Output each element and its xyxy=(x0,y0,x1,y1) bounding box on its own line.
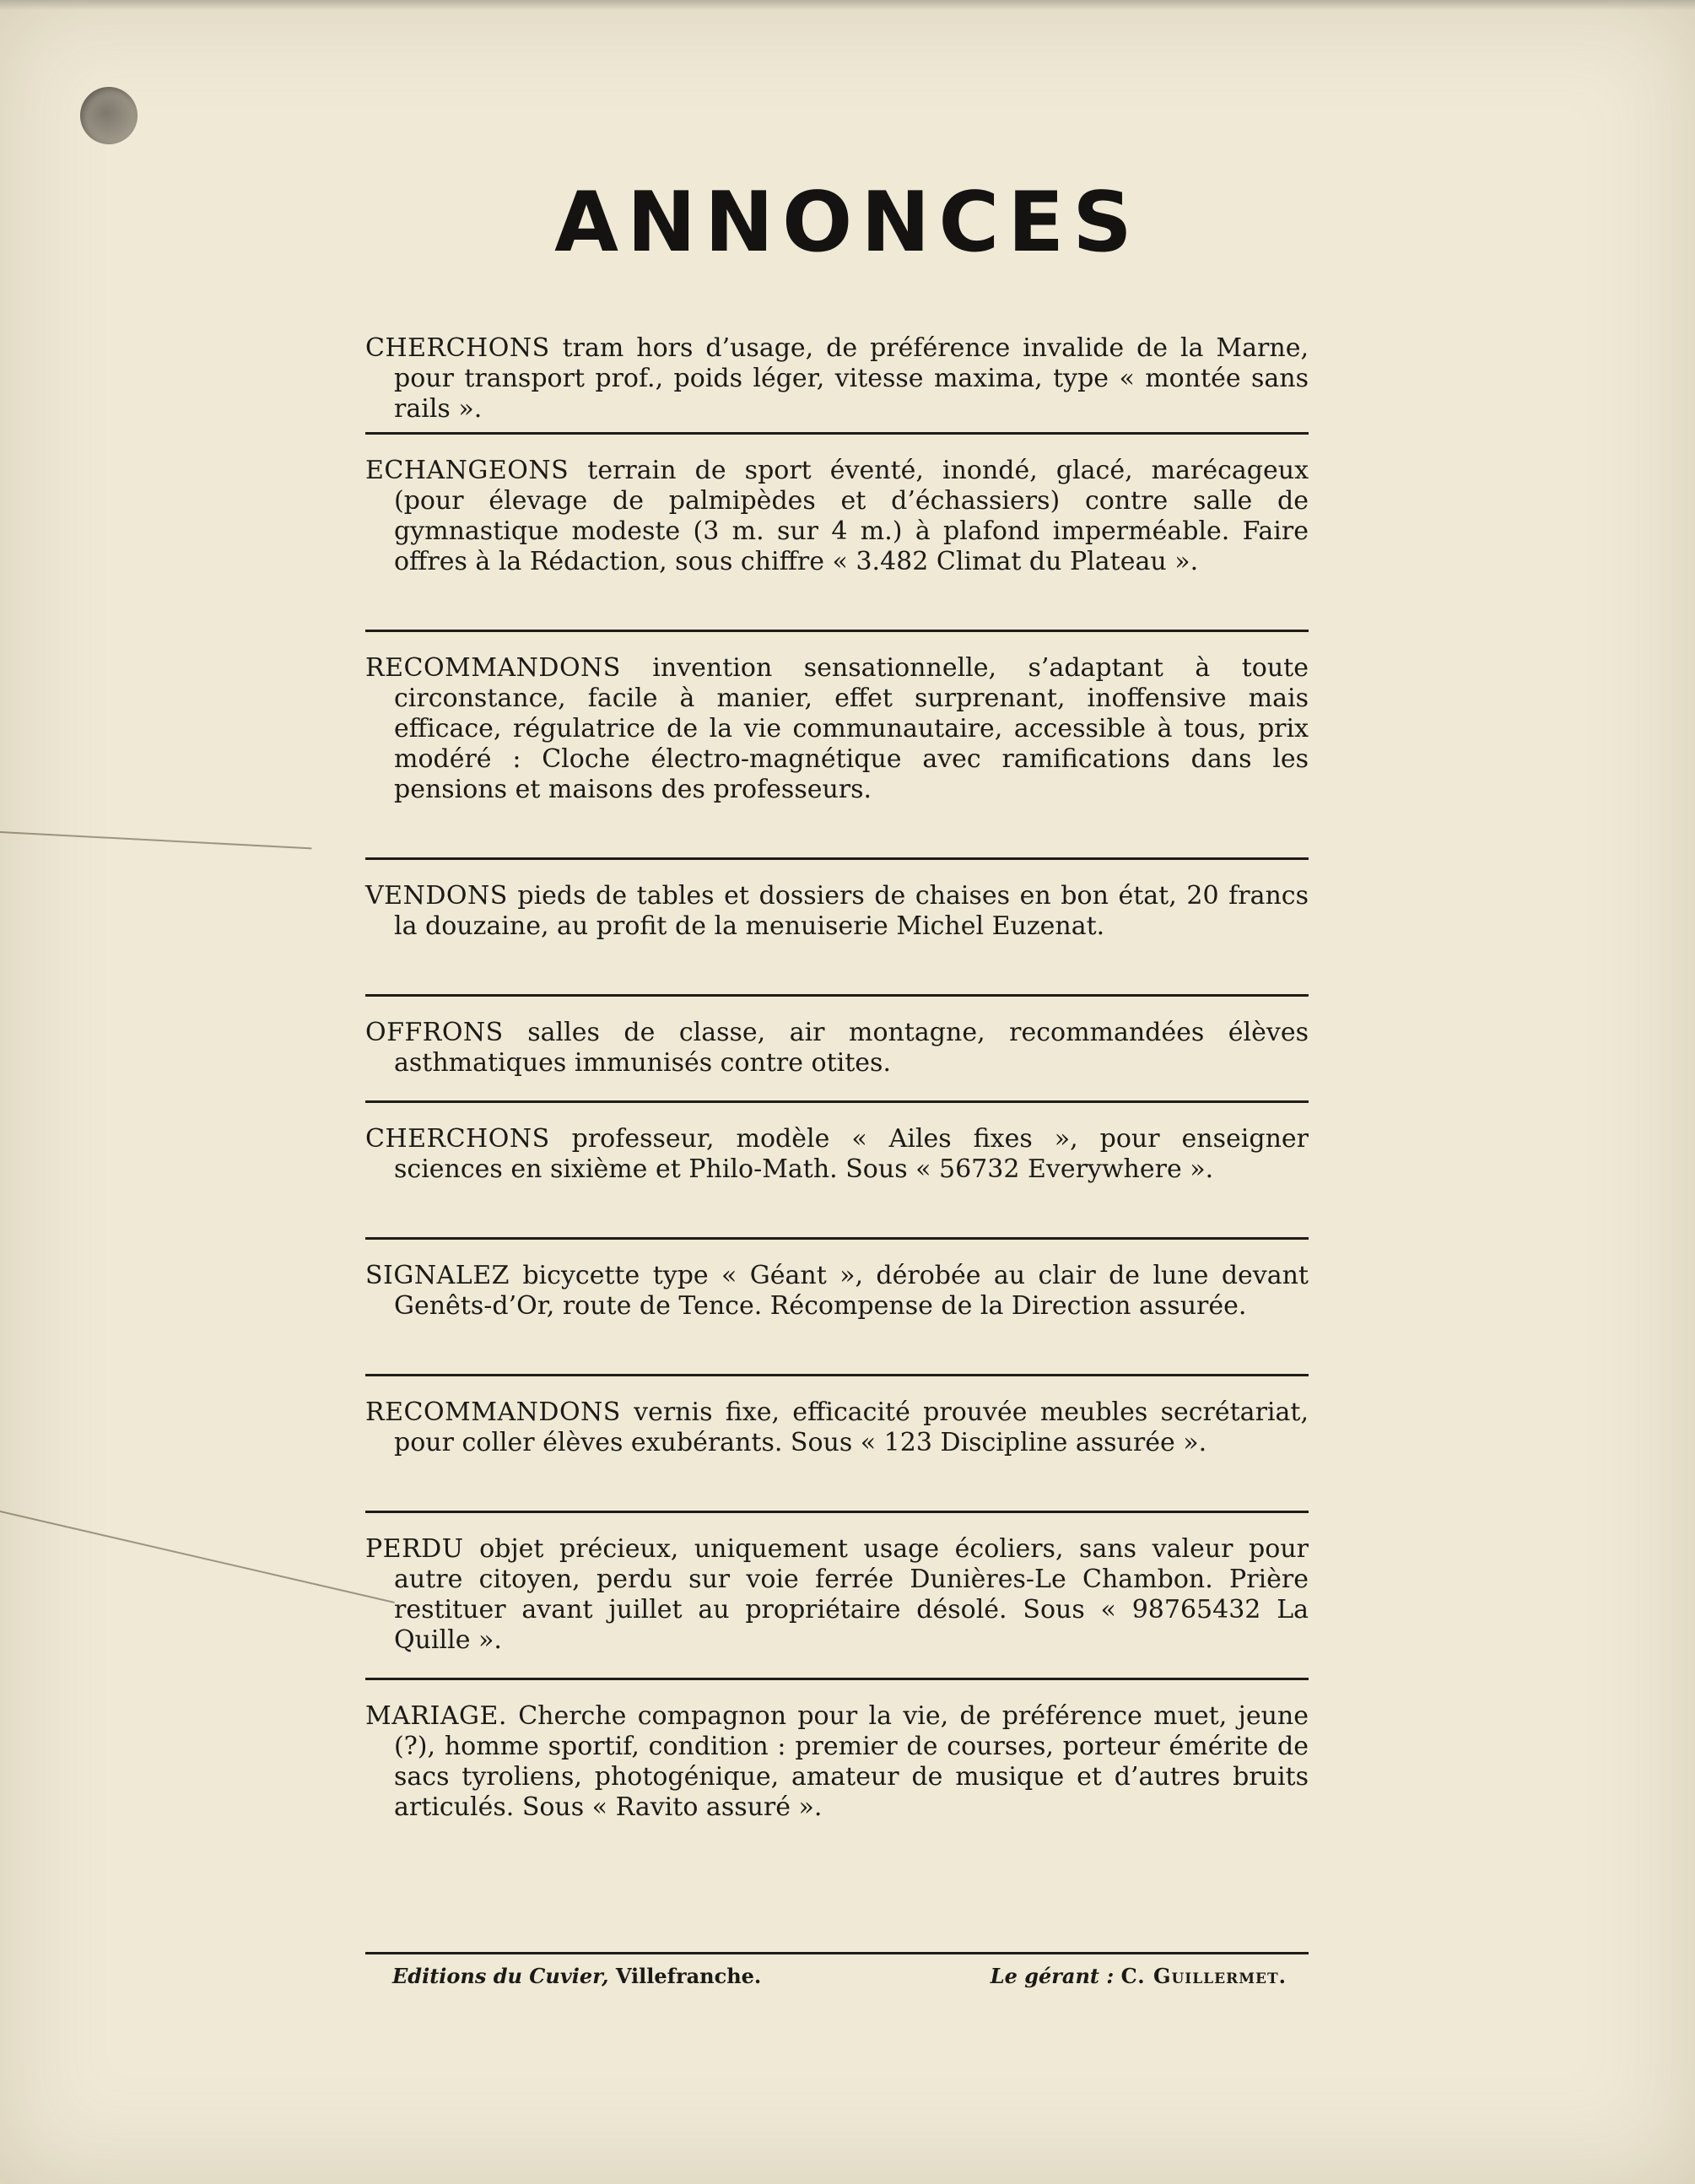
announcement-keyword: CHERCHONS xyxy=(365,333,550,363)
announcement-keyword: ECHANGEONS xyxy=(365,456,569,485)
footer xyxy=(392,1964,1287,1988)
announcement-keyword: OFFRONS xyxy=(365,1018,504,1047)
announcement-5 xyxy=(365,1018,1309,1078)
publisher-city: Villefranche. xyxy=(615,1964,762,1988)
divider xyxy=(365,1237,1309,1240)
divider xyxy=(365,1374,1309,1376)
divider xyxy=(365,1678,1309,1680)
divider xyxy=(365,432,1309,435)
announcement-text: bicycette type « Géant », dérobée au clair de lune devant Genêts-d’Or, route de Tence. Récompense de la Direction assurée. xyxy=(394,1261,1309,1321)
announcement-keyword: CHERCHONS xyxy=(365,1124,550,1154)
announcement-text: vernis fixe, efficacité prouvée meubles secrétariat, pour coller élèves exubérants. Sous « 123 Discipline assurée ». xyxy=(394,1397,1309,1457)
announcement-text: tram hors d’usage, de préférence invalide de la Marne, pour transport prof., poids léger, vitesse maxima, type « montée sans rails ». xyxy=(394,333,1309,424)
manager-name: C. Guillermet. xyxy=(1120,1964,1287,1988)
punch-hole xyxy=(80,87,138,144)
paper-crease xyxy=(0,1511,395,1603)
divider xyxy=(365,630,1309,632)
announcement-8 xyxy=(365,1397,1309,1489)
announcement-keyword: VENDONS xyxy=(365,881,508,911)
page-edge-shadow xyxy=(0,0,1695,10)
announcement-4 xyxy=(365,881,1309,972)
paper-crease xyxy=(0,831,312,849)
announcement-10 xyxy=(365,1701,1309,1853)
manager xyxy=(991,1964,1287,1988)
announcement-3 xyxy=(365,653,1309,835)
announcement-1 xyxy=(365,333,1309,424)
announcement-keyword: PERDU xyxy=(365,1534,464,1564)
divider xyxy=(365,857,1309,860)
divider xyxy=(365,994,1309,997)
announcement-text: pieds de tables et dossiers de chaises en bon état, 20 francs la douzaine, au profit de la menuiserie Michel Euzenat. xyxy=(394,881,1309,941)
announcement-text: professeur, modèle « Ailes fixes », pour enseigner sciences en sixième et Philo-Math. Sous « 56732 Everywhere ». xyxy=(394,1124,1309,1184)
announcement-text: invention sensationnelle, s’adaptant à toute circonstance, facile à manier, effet surprenant, inoffensive mais efficace, régulatrice de la vie communautaire, accessible à tous, prix modéré : Cloche électro-magnétique avec ramifications dans les pensions et maisons des professeurs. xyxy=(394,653,1309,804)
announcement-text: Cherche compagnon pour la vie, de préférence muet, jeune (?), homme sportif, condition : premier de courses, porteur émérite de sacs tyroliens, photogénique, amateur de musique et d’autres bruits articulés. Sous « Ravito assuré ». xyxy=(394,1701,1309,1822)
announcement-6 xyxy=(365,1124,1309,1215)
publisher xyxy=(392,1964,761,1988)
divider xyxy=(365,1100,1309,1103)
announcement-text: objet précieux, uniquement usage écoliers, sans valeur pour autre citoyen, perdu sur voie ferrée Dunières-Le Chambon. Prière restituer avant juillet au propriétaire désolé. Sous « 98765432 La Quille ». xyxy=(394,1534,1309,1655)
announcement-keyword: RECOMMANDONS xyxy=(365,653,621,683)
announcement-9 xyxy=(365,1534,1309,1656)
footer-divider xyxy=(365,1952,1309,1954)
publisher-name: Editions du Cuvier, xyxy=(392,1964,609,1988)
announcement-2 xyxy=(365,456,1309,608)
page-title: ANNONCES xyxy=(554,175,1141,271)
announcement-text: terrain de sport éventé, inondé, glacé, marécageux (pour élevage de palmipèdes et d’échassiers) contre salle de gymnastique modeste (3 m. sur 4 m.) à plafond imperméable. Faire offres à la Rédaction, sous chiffre « 3.482 Climat du Plateau ». xyxy=(394,456,1309,576)
divider xyxy=(365,1511,1309,1513)
announcement-text: salles de classe, air montagne, recommandées élèves asthmatiques immunisés contre otites. xyxy=(394,1018,1309,1078)
announcement-keyword: MARIAGE. xyxy=(365,1701,507,1731)
announcement-7 xyxy=(365,1261,1309,1352)
announcement-keyword: RECOMMANDONS xyxy=(365,1397,621,1427)
announcements-list xyxy=(365,333,1309,1853)
announcement-keyword: SIGNALEZ xyxy=(365,1261,510,1290)
manager-label: Le gérant : xyxy=(990,1964,1115,1988)
